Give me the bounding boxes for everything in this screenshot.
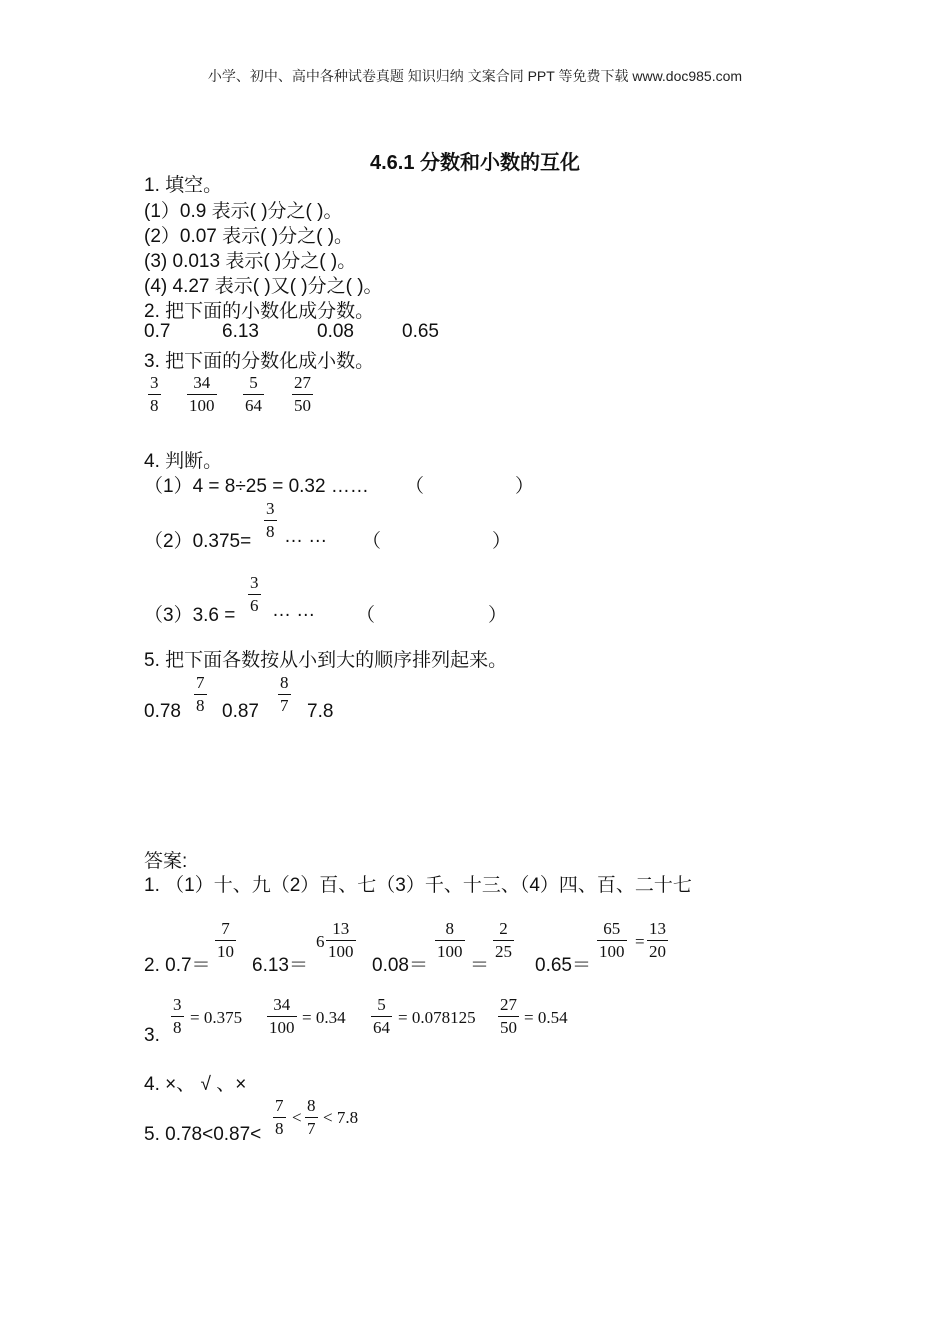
q2-value-3: 0.08 [317, 321, 354, 342]
answer-2-equals-2: = [635, 932, 645, 951]
answer-1: 1. （1）十、九（2）百、七（3）千、十三、（4）四、百、二十七 [144, 875, 692, 896]
q5-value-2: 0.87 [222, 701, 259, 722]
q3-fraction-3: $\frac{5}{64}$ [245, 373, 262, 415]
q2-value-1: 0.7 [144, 321, 171, 342]
answer-2-whole: 6 [316, 932, 325, 951]
q3-heading: 3. 把下面的分数化成小数。 [144, 351, 375, 372]
answers-label: 答案: [144, 851, 188, 872]
answer-3-fraction-1: $\frac{3}{8}$ [173, 995, 182, 1037]
q3-fraction-4: $\frac{27}{50}$ [294, 373, 311, 415]
answer-2-part-2: 6.13＝ [252, 955, 308, 976]
q2-value-4: 0.65 [402, 321, 439, 342]
q1-item-2: (2）0.07 表示( )分之( )。 [144, 226, 354, 247]
q2-value-2: 6.13 [222, 321, 259, 342]
q4-item-2-paren-close: ） [492, 531, 512, 552]
answer-2-fraction-3: $\frac{8}{100}$ [437, 919, 463, 961]
answer-2-fraction-6: $\frac{13}{20}$ [649, 919, 666, 961]
answer-5-fraction-2: $\frac{8}{7}$ [307, 1096, 316, 1138]
answer-2-part-3: 0.08＝ [372, 955, 428, 976]
q1-item-4: (4) 4.27 表示( )又( )分之( )。 [144, 276, 383, 297]
q4-item-1-paren-open: （ [405, 476, 425, 497]
q1-item-1: (1）0.9 表示( )分之( )。 [144, 201, 343, 222]
q5-fraction-1: $\frac{7}{8}$ [196, 673, 205, 715]
q3-fraction-1: $\frac{3}{8}$ [150, 373, 159, 415]
answer-3-label: 3. [144, 1025, 160, 1046]
q4-item-3: （3）3.6 = [144, 605, 236, 626]
answer-3-fraction-2: $\frac{34}{100}$ [269, 995, 295, 1037]
answer-2-fraction-1: $\frac{7}{10}$ [217, 919, 234, 961]
answer-2-fraction-2: $\frac{13}{100}$ [328, 919, 354, 961]
answer-5-fraction-1: $\frac{7}{8}$ [275, 1096, 284, 1138]
answer-3-fraction-3: $\frac{5}{64}$ [373, 995, 390, 1037]
q4-item-1-paren-close: ） [515, 476, 535, 497]
q5-fraction-2: $\frac{8}{7}$ [280, 673, 289, 715]
q4-item-2: （2）0.375= [144, 531, 252, 552]
answer-3-result-3: = 0.078125 [398, 1008, 476, 1027]
q5-value-1: 0.78 [144, 701, 181, 722]
q4-item-2-fraction: $\frac{3}{8}$ [266, 499, 275, 541]
q4-heading: 4. 判断。 [144, 451, 223, 472]
q1-item-3: (3) 0.013 表示( )分之( )。 [144, 251, 357, 272]
q4-item-2-paren-open: （ [362, 531, 382, 552]
answer-3-result-4: = 0.54 [524, 1008, 568, 1027]
page-title: 4.6.1 分数和小数的互化 [369, 152, 581, 174]
answer-3-result-2: = 0.34 [302, 1008, 346, 1027]
answer-2-fraction-4: $\frac{2}{25}$ [495, 919, 512, 961]
answer-4: 4. ×、 √ 、× [144, 1074, 247, 1095]
q1-heading: 1. 填空。 [144, 175, 223, 196]
answer-5-prefix: 5. 0.78<0.87< [144, 1124, 262, 1145]
q4-item-3-dots: … … [272, 600, 316, 621]
answer-2-part-4: 0.65＝ [535, 955, 591, 976]
q5-value-3: 7.8 [307, 701, 334, 722]
answer-3-result-1: = 0.375 [190, 1008, 243, 1027]
q4-item-2-dots: … … [284, 526, 328, 547]
q4-item-3-paren-open: （ [356, 605, 376, 626]
answer-5-tail: < 7.8 [323, 1108, 359, 1127]
q4-item-3-paren-close: ） [488, 605, 508, 626]
answer-2-equals: ＝ [470, 955, 490, 976]
q4-item-3-fraction: $\frac{3}{6}$ [250, 573, 259, 615]
answer-2-part-1: 2. 0.7＝ [144, 955, 211, 976]
q2-heading: 2. 把下面的小数化成分数。 [144, 301, 375, 322]
answer-2-fraction-5: $\frac{65}{100}$ [599, 919, 625, 961]
answer-5-less-than: < [292, 1108, 302, 1127]
q4-item-1: （1）4 = 8÷25 = 0.32 …… [144, 476, 369, 497]
q3-fraction-2: $\frac{34}{100}$ [189, 373, 215, 415]
page-header: 小学、初中、高中各种试卷真题 知识归纳 文案合同 PPT 等免费下载 www.doc985.com [207, 68, 743, 84]
answer-3-fraction-4: $\frac{27}{50}$ [500, 995, 517, 1037]
q5-heading: 5. 把下面各数按从小到大的顺序排列起来。 [144, 650, 508, 671]
